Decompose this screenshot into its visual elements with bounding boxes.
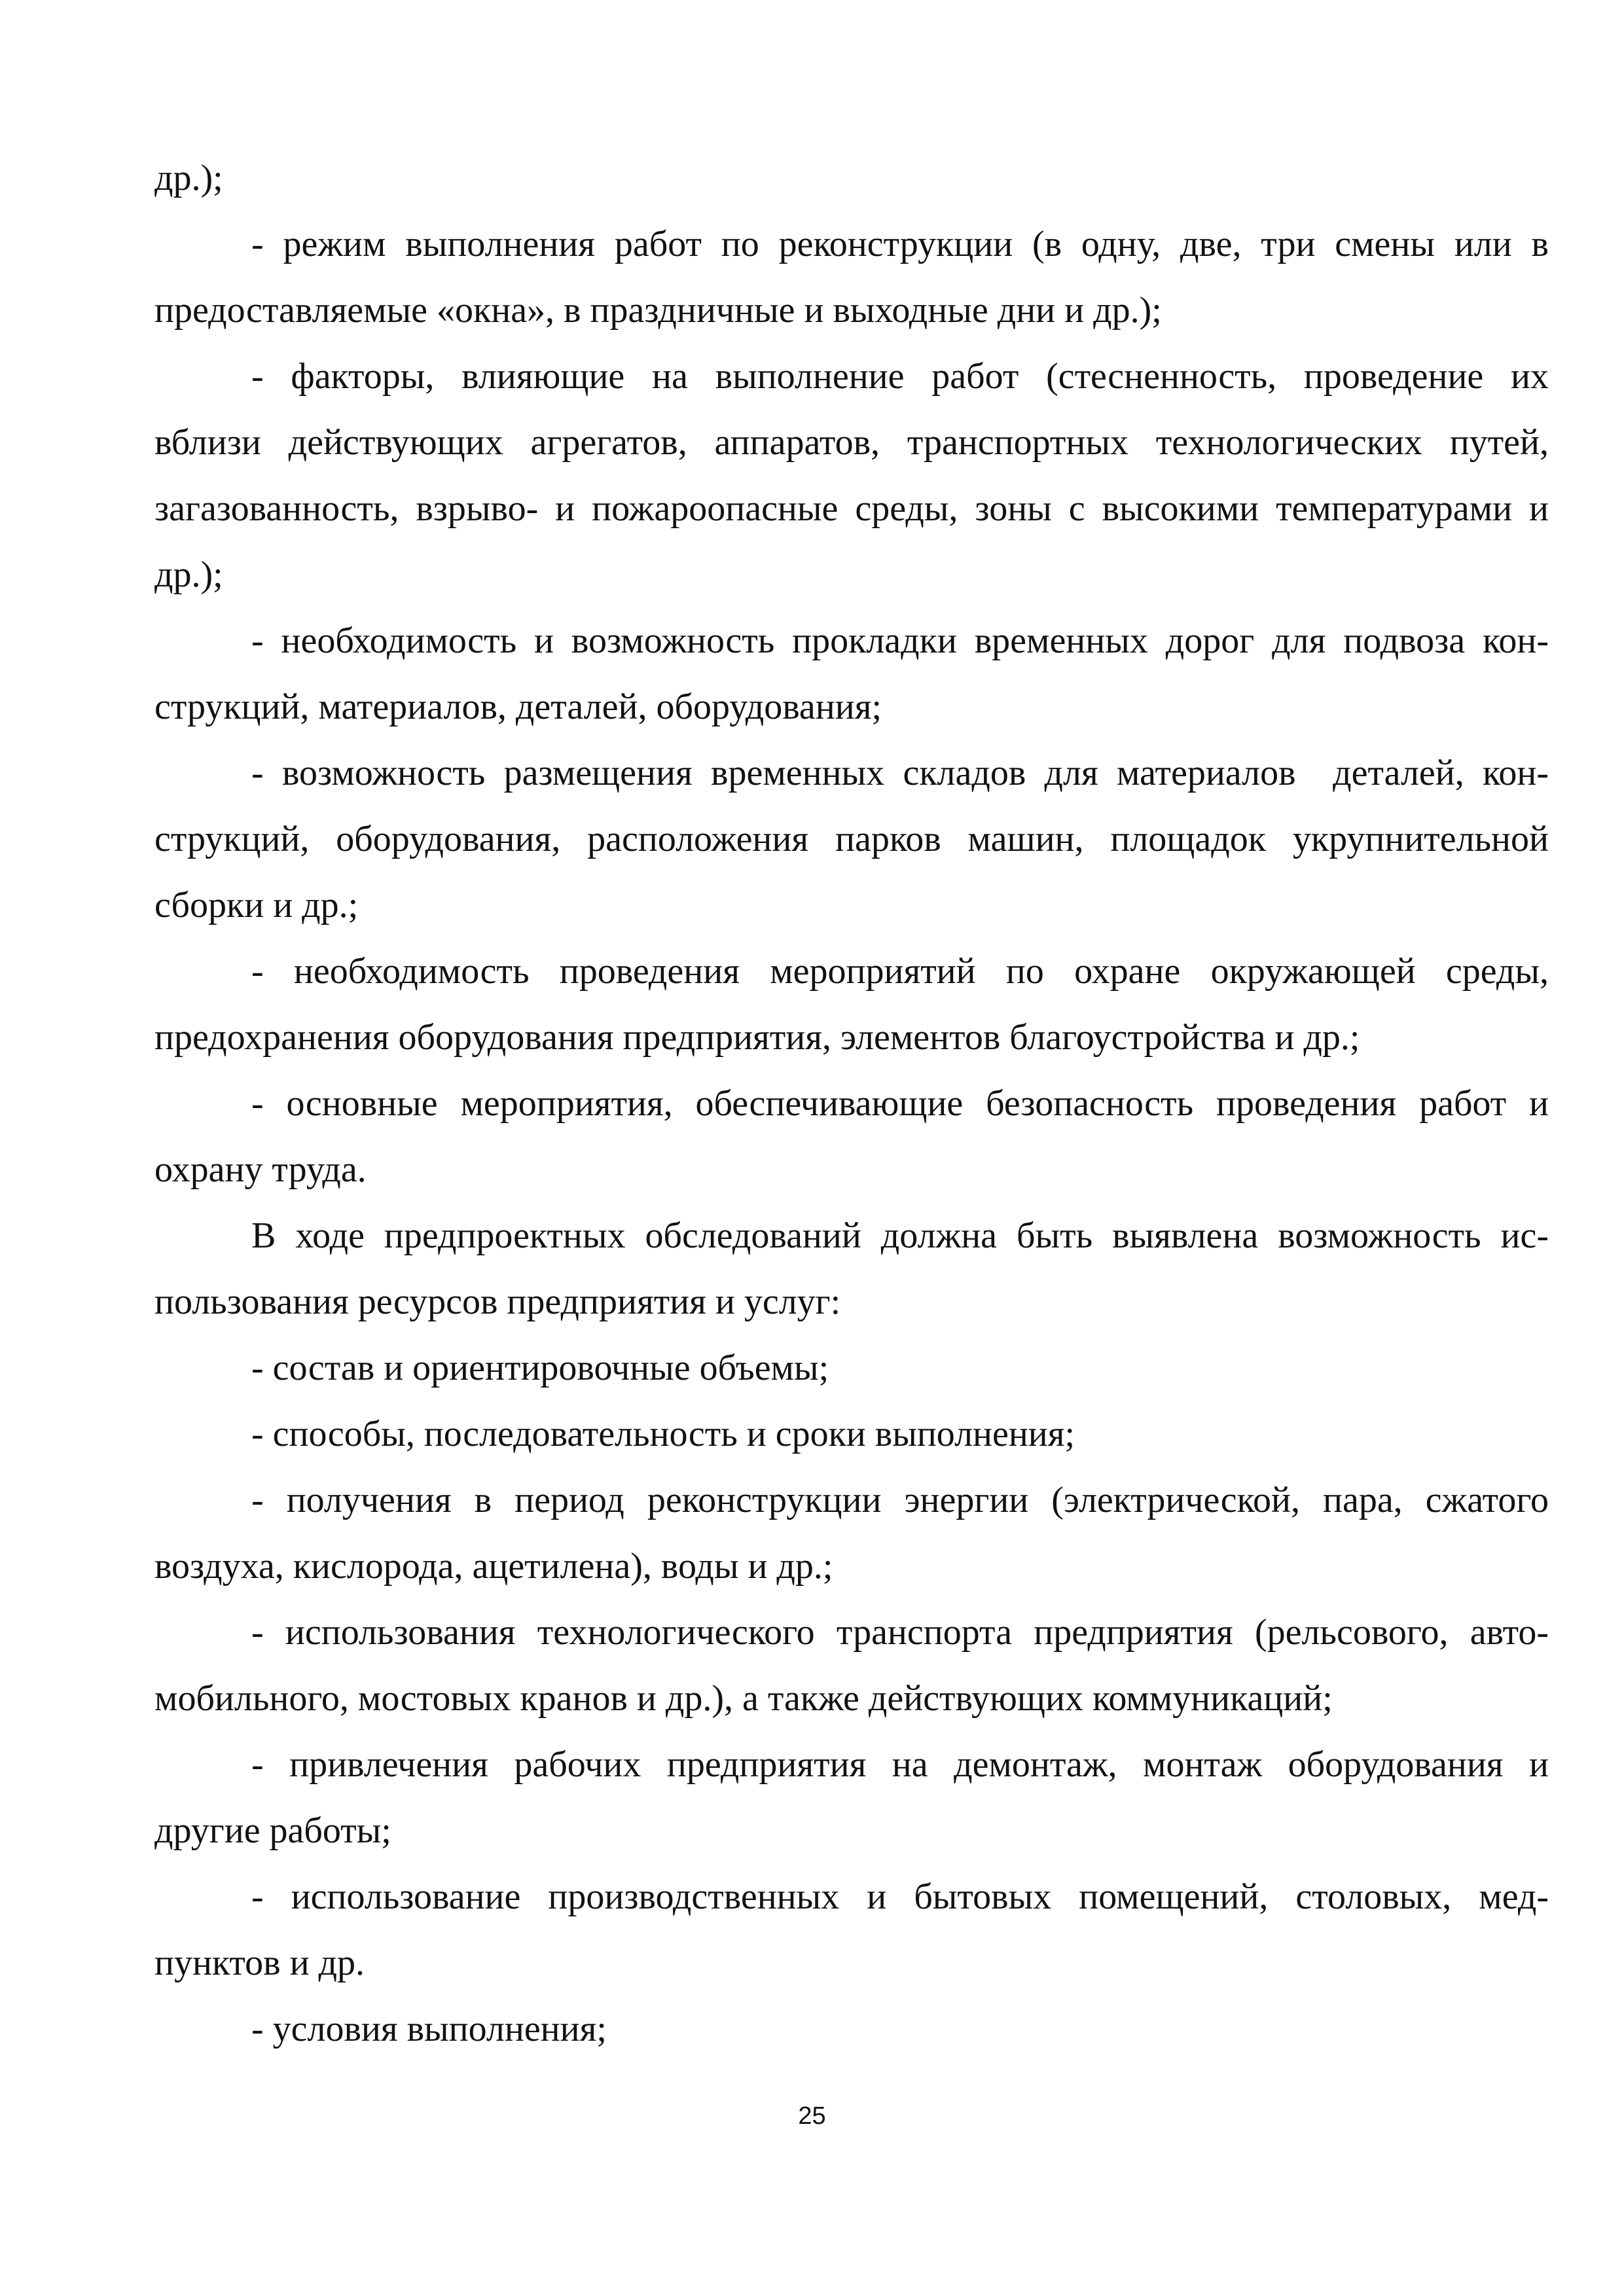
text-line: др.); xyxy=(154,554,223,595)
text-line: - использование производственных и бытовых помещений, столовых, мед- xyxy=(251,1876,1549,1917)
text-line: - факторы, влияющие на выполнение работ (стесненность, проведение их xyxy=(251,356,1549,397)
text-line: загазованность, взрыво- и пожароопасные среды, зоны с высокими температурами и xyxy=(154,488,1549,529)
text-line: - необходимость проведения мероприятий по охране окружающей среды, xyxy=(251,951,1549,992)
text-line: вблизи действующих агрегатов, аппаратов, транспортных технологических путей, xyxy=(154,422,1549,463)
text-line: струкций, материалов, деталей, оборудования; xyxy=(154,687,882,727)
text-line: пунктов и др. xyxy=(154,1943,365,1983)
text-line: предохранения оборудования предприятия, элементов благоустройства и др.; xyxy=(154,1017,1360,1058)
text-line: - основные мероприятия, обеспечивающие безопасность проведения работ и xyxy=(251,1083,1549,1124)
text-line: - способы, последовательность и сроки выполнения; xyxy=(251,1414,1075,1454)
text-line: - привлечения рабочих предприятия на демонтаж, монтаж оборудования и xyxy=(251,1744,1549,1785)
text-line: - необходимость и возможность прокладки временных дорог для подвоза кон- xyxy=(251,620,1549,661)
text-line: сборки и др.; xyxy=(154,885,359,925)
text-line: В ходе предпроектных обследований должна быть выявлена возможность ис- xyxy=(251,1215,1549,1256)
text-line: - возможность размещения временных складов для материалов деталей, кон- xyxy=(251,753,1549,793)
text-line: пользования ресурсов предприятия и услуг: xyxy=(154,1282,841,1322)
text-line: струкций, оборудования, расположения парков машин, площадок укрупнительной xyxy=(154,819,1549,859)
page-number: 25 xyxy=(798,2102,826,2130)
text-line: - получения в период реконструкции энергии (электрической, пара, сжатого xyxy=(251,1480,1549,1520)
text-line: предоставляемые «окна», в праздничные и выходные дни и др.); xyxy=(154,290,1162,331)
text-line: - использования технологического транспорта предприятия (рельсового, авто- xyxy=(251,1612,1549,1653)
page-text xyxy=(154,145,1549,2062)
text-line: воздуха, кислорода, ацетилена), воды и др.; xyxy=(154,1546,833,1587)
text-line: другие работы; xyxy=(154,1810,391,1851)
text-line: - состав и ориентировочные объемы; xyxy=(251,1348,829,1388)
text-line: - условия выполнения; xyxy=(251,2009,607,2049)
text-line: - режим выполнения работ по реконструкции (в одну, две, три смены или в xyxy=(251,224,1549,264)
text-line: др.); xyxy=(154,158,223,198)
text-line: охрану труда. xyxy=(154,1149,367,1190)
text-line: мобильного, мостовых кранов и др.), а также действующих коммуникаций; xyxy=(154,1678,1333,1719)
